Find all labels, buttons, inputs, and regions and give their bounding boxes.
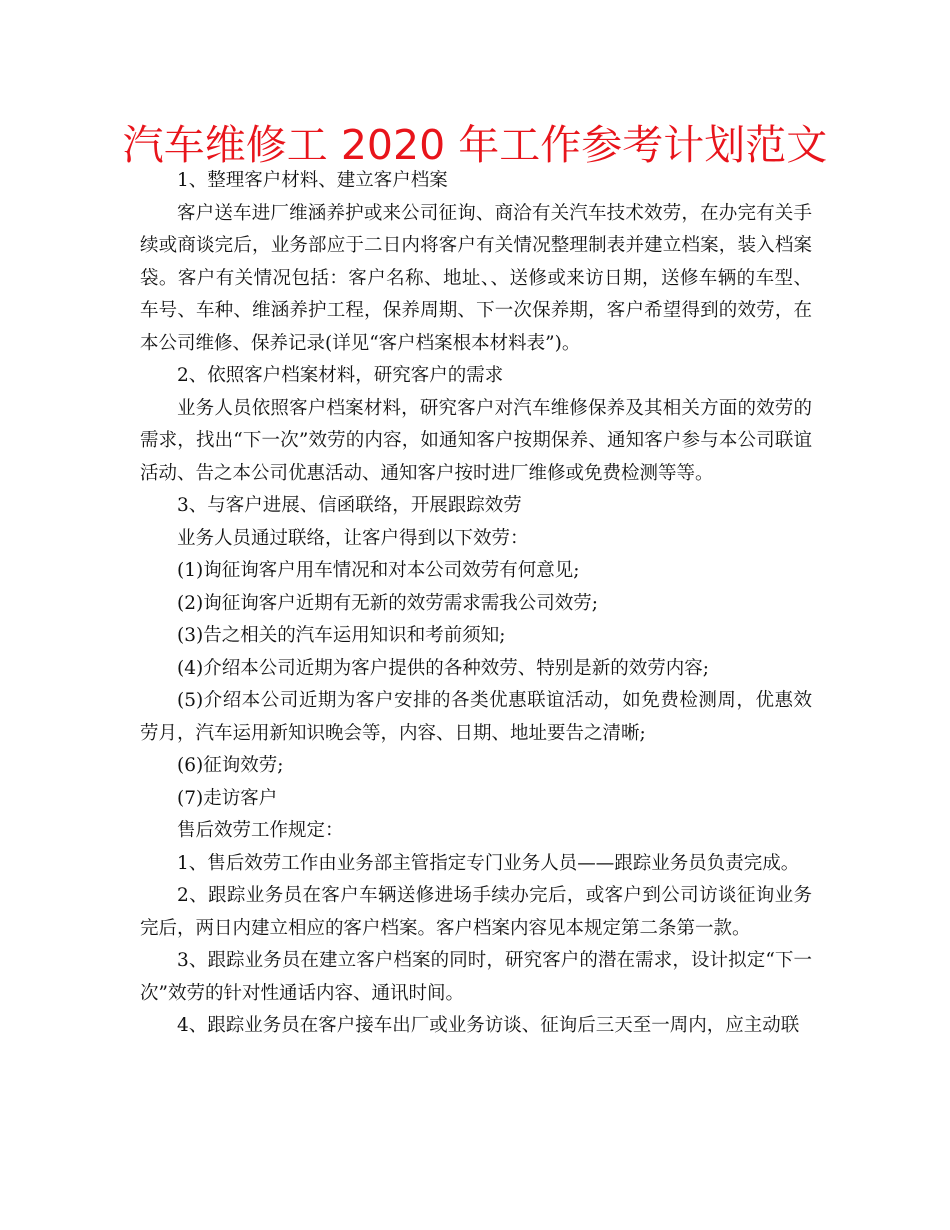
section-heading-rules: 售后效劳工作规定： — [177, 820, 344, 841]
rule-item: 4、跟踪业务员在客户接车出厂或业务访谈、征询后三天至一周内，应主动联 — [177, 1015, 800, 1036]
paragraph: 客户送车进厂维涵养护或来公司征询、商洽有关汽车技术效劳，在办完有关手续或商谈完后，业务部应于二日内将客户有关情况整理制表并建立档案，装入档案袋。客户有关情况包括：客户名称、地址、、送修或来访日期，送修车辆的车型、车号、车种、维涵养护工程，保养周期、下一次保养期，客户希望得到的效劳，在本公司维修、保养记录(详见“客户档案根本材料表”)。 — [140, 202, 812, 354]
document-title: 汽车维修工 2020 年工作参考计划范文 — [122, 121, 828, 169]
list-item: (7)走访客户 — [177, 787, 278, 809]
document-body — [140, 165, 812, 1043]
list-item: (1)询征询客户用车情况和对本公司效劳有何意见; — [177, 560, 580, 581]
section-heading-3: 3、与客户进展、信函联络，开展跟踪效劳 — [177, 495, 522, 516]
paragraph: 业务人员依照客户档案材料，研究客户对汽车维修保养及其相关方面的效劳的需求，找出“下一次”效劳的内容，如通知客户按期保养、通知客户参与本公司联谊活动、告之本公司优惠活动、通知客户按时进厂维修或免费检测等等。 — [140, 397, 812, 484]
rule-item: 1、售后效劳工作由业务部主管指定专门业务人员——跟踪业务员负责完成。 — [177, 852, 800, 874]
rule-item: 3、跟踪业务员在建立客户档案的同时，研究客户的潜在需求，设计拟定“下一次”效劳的针对性通话内容、通讯时间。 — [140, 950, 812, 1004]
section-heading-2: 2、依照客户档案材料，研究客户的需求 — [177, 365, 504, 386]
rule-item: 2、跟踪业务员在客户车辆送修进场手续办完后，或客户到公司访谈征询业务完后，两日内建立相应的客户档案。客户档案内容见本规定第二条第一款。 — [140, 885, 812, 939]
list-item: (2)询征询客户近期有无新的效劳需求需我公司效劳; — [177, 592, 598, 614]
list-item: (5)介绍本公司近期为客户安排的各类优惠联谊活动，如免费检测周，优惠效劳月，汽车运用新知识晚会等，内容、日期、地址要告之清晰; — [140, 690, 812, 744]
list-item: (6)征询效劳; — [177, 755, 284, 776]
paragraph: 业务人员通过联络，让客户得到以下效劳： — [177, 527, 529, 549]
list-item: (3)告之相关的汽车运用知识和考前须知; — [177, 625, 506, 646]
section-heading-1: 1、整理客户材料、建立客户档案 — [177, 170, 448, 191]
list-item: (4)介绍本公司近期为客户提供的各种效劳、特别是新的效劳内容; — [177, 657, 709, 679]
